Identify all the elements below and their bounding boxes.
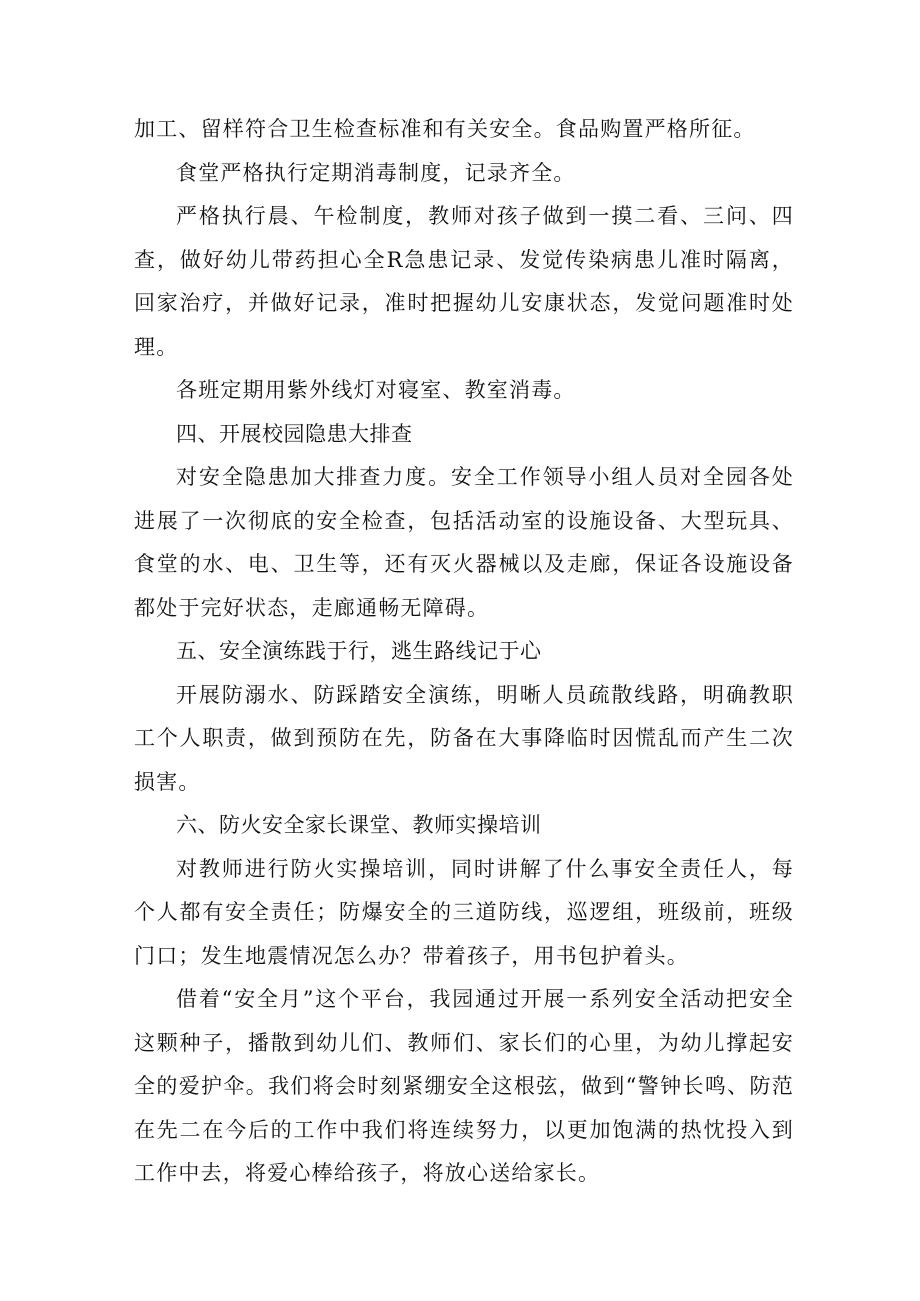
section-heading-fire-training: 六、防火安全家长课堂、教师实操培训 [176, 813, 542, 837]
section-heading-hazard-inspection: 四、开展校园隐患大排查 [176, 421, 413, 446]
paragraph-morning-check: 严格执行晨、午检制度，教师对孩子做到一摸二看、三问、四查，做好幼儿带药担心全R急患记录、发觉传染病患儿准时隔离，回家治疗，并做好记录，准时把握幼儿安康状态，发觉问题准时处理。 [134, 204, 794, 359]
section-heading-safety-drill: 五、安全演练践于行，逃生路线记于心 [176, 639, 542, 663]
paragraph-hazard-inspection: 对安全隐患加大排查力度。安全工作领导小组人员对全园各处进展了一次彻底的安全检查，包括活动室的设施设备、大型玩具、食堂的水、电、卫生等，还有灭火器械以及走廊，保证各设施设备都处于完好状态，走廊通畅无障碍。 [134, 465, 794, 620]
paragraph-safety-drill: 开展防溺水、防踩踏安全演练，明晰人员疏散线路，明确教职工个人职责，做到预防在先，防备在大事降临时因慌乱而产生二次损害。 [134, 682, 794, 794]
paragraph-food-sampling: 加工、留样符合卫生检查标准和有关安全。食品购置严格所征。 [134, 117, 756, 141]
paragraph-fire-training: 对教师进行防火实操培训，同时讲解了什么事安全责任人，每个人都有安全责任；防爆安全的三道防线，巡逻组，班级前，班级门口；发生地震情况怎么办？带着孩子，用书包护着头。 [134, 856, 794, 968]
paragraph-canteen-disinfection: 食堂严格执行定期消毒制度，记录齐全。 [176, 160, 576, 185]
paragraph-uv-disinfection: 各班定期用紫外线灯对寝室、教室消毒。 [176, 378, 576, 402]
document-body [134, 108, 794, 1196]
paragraph-safety-month-summary: 借着“安全月”这个平台，我园通过开展一系列安全活动把安全这颗种子，播散到幼儿们、教师们、家长们的心里，为幼儿撑起安全的爱护伞。我们将会时刻紧绷安全这根弦，做到“警钟长鸣、防范在先二在今后的工作中我们将连续努力，以更加饱满的热忱投入到工作中去，将爱心棒给孩子，将放心送给家长。 [134, 987, 794, 1185]
